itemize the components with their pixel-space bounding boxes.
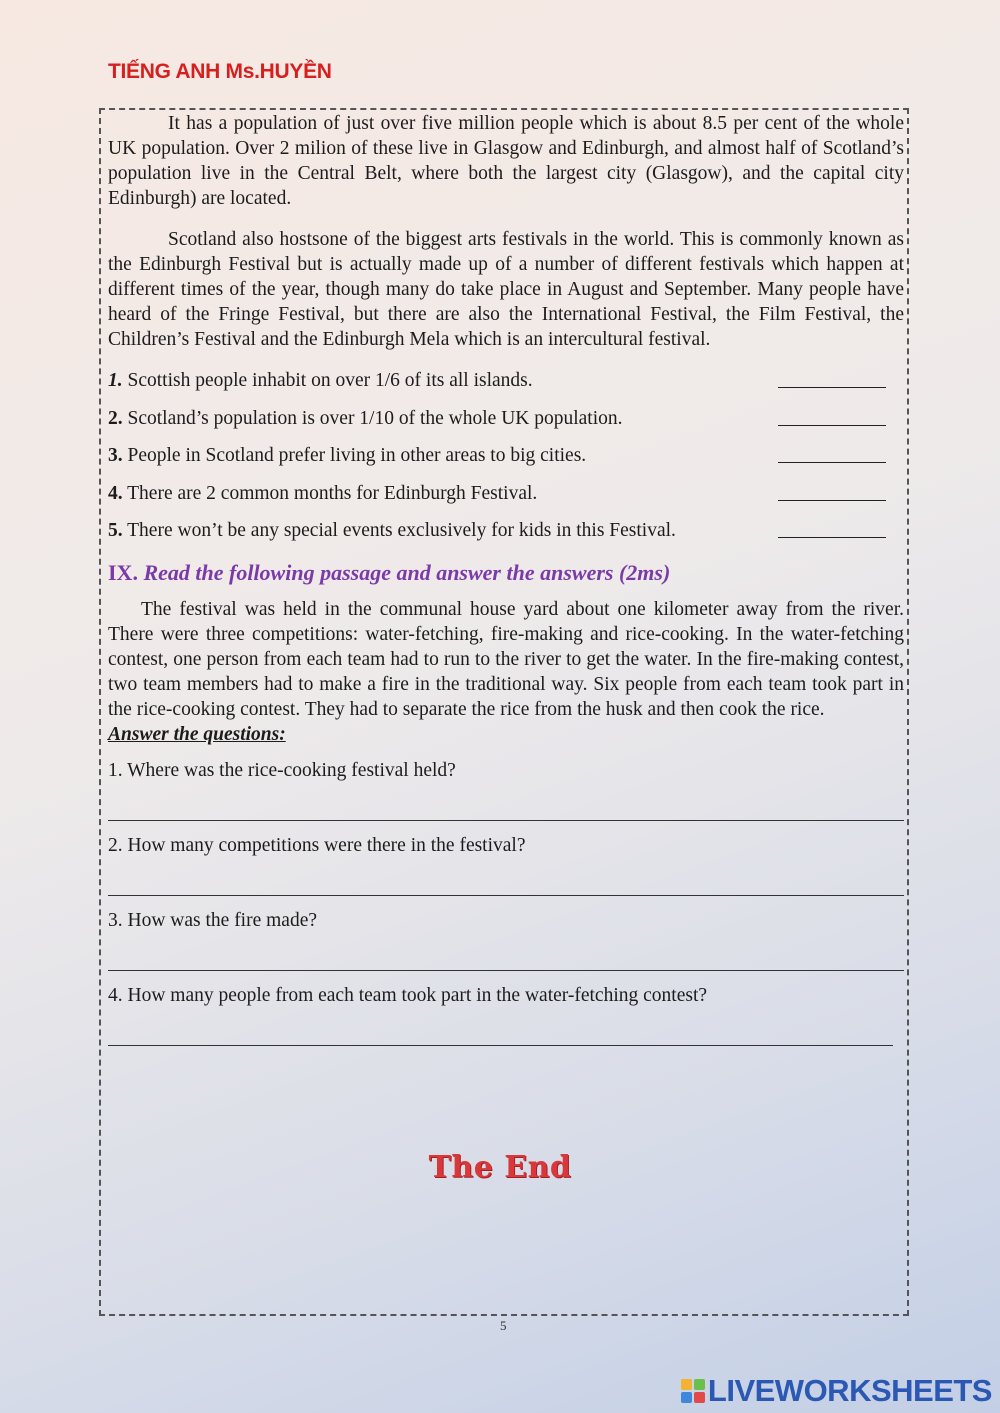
tf-number: 1. [108,370,123,391]
tf-item-4 [108,482,904,520]
tf-item-3 [108,444,904,482]
tf-statement: People in Scotland prefer living in other areas to big cities. [122,445,587,466]
scotland-paragraph-2: Scotland also hostsone of the biggest arts festivals in the world. This is commonly known as the Edinburgh Festival but is actually made up of a number of different festivals which happen at different times of the year, though many do take place in August and September. Many people have heard of the Fringe Festival, but there are also the International Festival, the Film Festival, the Children’s Festival and the Edinburgh Mela which is an intercultural festival. [108,229,904,350]
tf-number: 4. [108,482,123,504]
section-ix-title [108,559,904,587]
question-text: 4. How many people from each team took part in the water-fetching contest? [108,984,708,1006]
question-3 [108,909,904,971]
the-end-text: The End [428,1150,572,1185]
answer-blank-4[interactable] [778,482,886,501]
section-heading: Read the following passage and answer the answers (2ms) [137,559,671,585]
question-2 [108,834,904,896]
scotland-paragraph-1: It has a population of just over five million people which is about 8.5 per cent of the whole UK population. Over 2 milion of these live in Glasgow and Edinburgh, and almost half of Scotland’s population live in the Central Belt, where both the largest city (Glasgow), and the capital city Edinburgh) are located. [108,113,904,209]
question-text: 2. How many competitions were there in the festival? [108,834,526,856]
tf-statement: There won’t be any special events exclusively for kids in this Festival. [122,520,676,541]
question-4 [108,984,904,1046]
tf-statement: There are 2 common months for Edinburgh Festival. [122,482,538,504]
tf-number: 3. [108,445,123,466]
liveworksheets-brand[interactable] [681,1373,992,1409]
tf-item-1 [108,369,904,407]
answer-line-2[interactable] [108,894,904,896]
tf-item-5 [108,519,904,557]
tf-statement: Scottish people inhabit on over 1/6 of its all islands. [122,370,533,391]
liveworksheets-logo-icon [681,1379,705,1403]
tf-item-2 [108,407,904,445]
answer-blank-2[interactable] [778,407,886,426]
answer-blank-3[interactable] [778,444,886,463]
worksheet-content [108,110,904,1059]
question-1 [108,759,904,821]
answer-blank-5[interactable] [778,519,886,538]
header-title: TIẾNG ANH Ms.HUYỀN [108,60,332,83]
answer-blank-1[interactable] [778,369,886,388]
tf-statement: Scotland’s population is over 1/10 of the whole UK population. [122,407,623,429]
question-text: 1. Where was the rice-cooking festival held? [108,759,456,781]
true-false-list [108,369,904,557]
festival-passage: The festival was held in the communal house yard about one kilometer away from the river. There were three competitions: water-fetching, fire-making and rice-cooking. In the water-fetching contest, one person from each team had to run to the river to get the water. In the fire-making contest, two team members had to make a fire in the traditional way. Six people from each team took part in the rice-cooking contest. They had to separate the rice from the husk and then cook the rice. [108,598,904,720]
tf-number: 2. [108,407,123,429]
answer-line-1[interactable] [108,819,904,821]
answer-label: Answer the questions: [108,723,286,745]
tf-number: 5. [108,520,123,541]
section-number: IX. [108,559,138,585]
answer-line-3[interactable] [108,969,904,971]
answer-line-4[interactable] [108,1044,893,1046]
page-number: 5 [500,1318,507,1333]
question-text: 3. How was the fire made? [108,909,318,931]
brand-name: LIVEWORKSHEETS [707,1373,992,1408]
